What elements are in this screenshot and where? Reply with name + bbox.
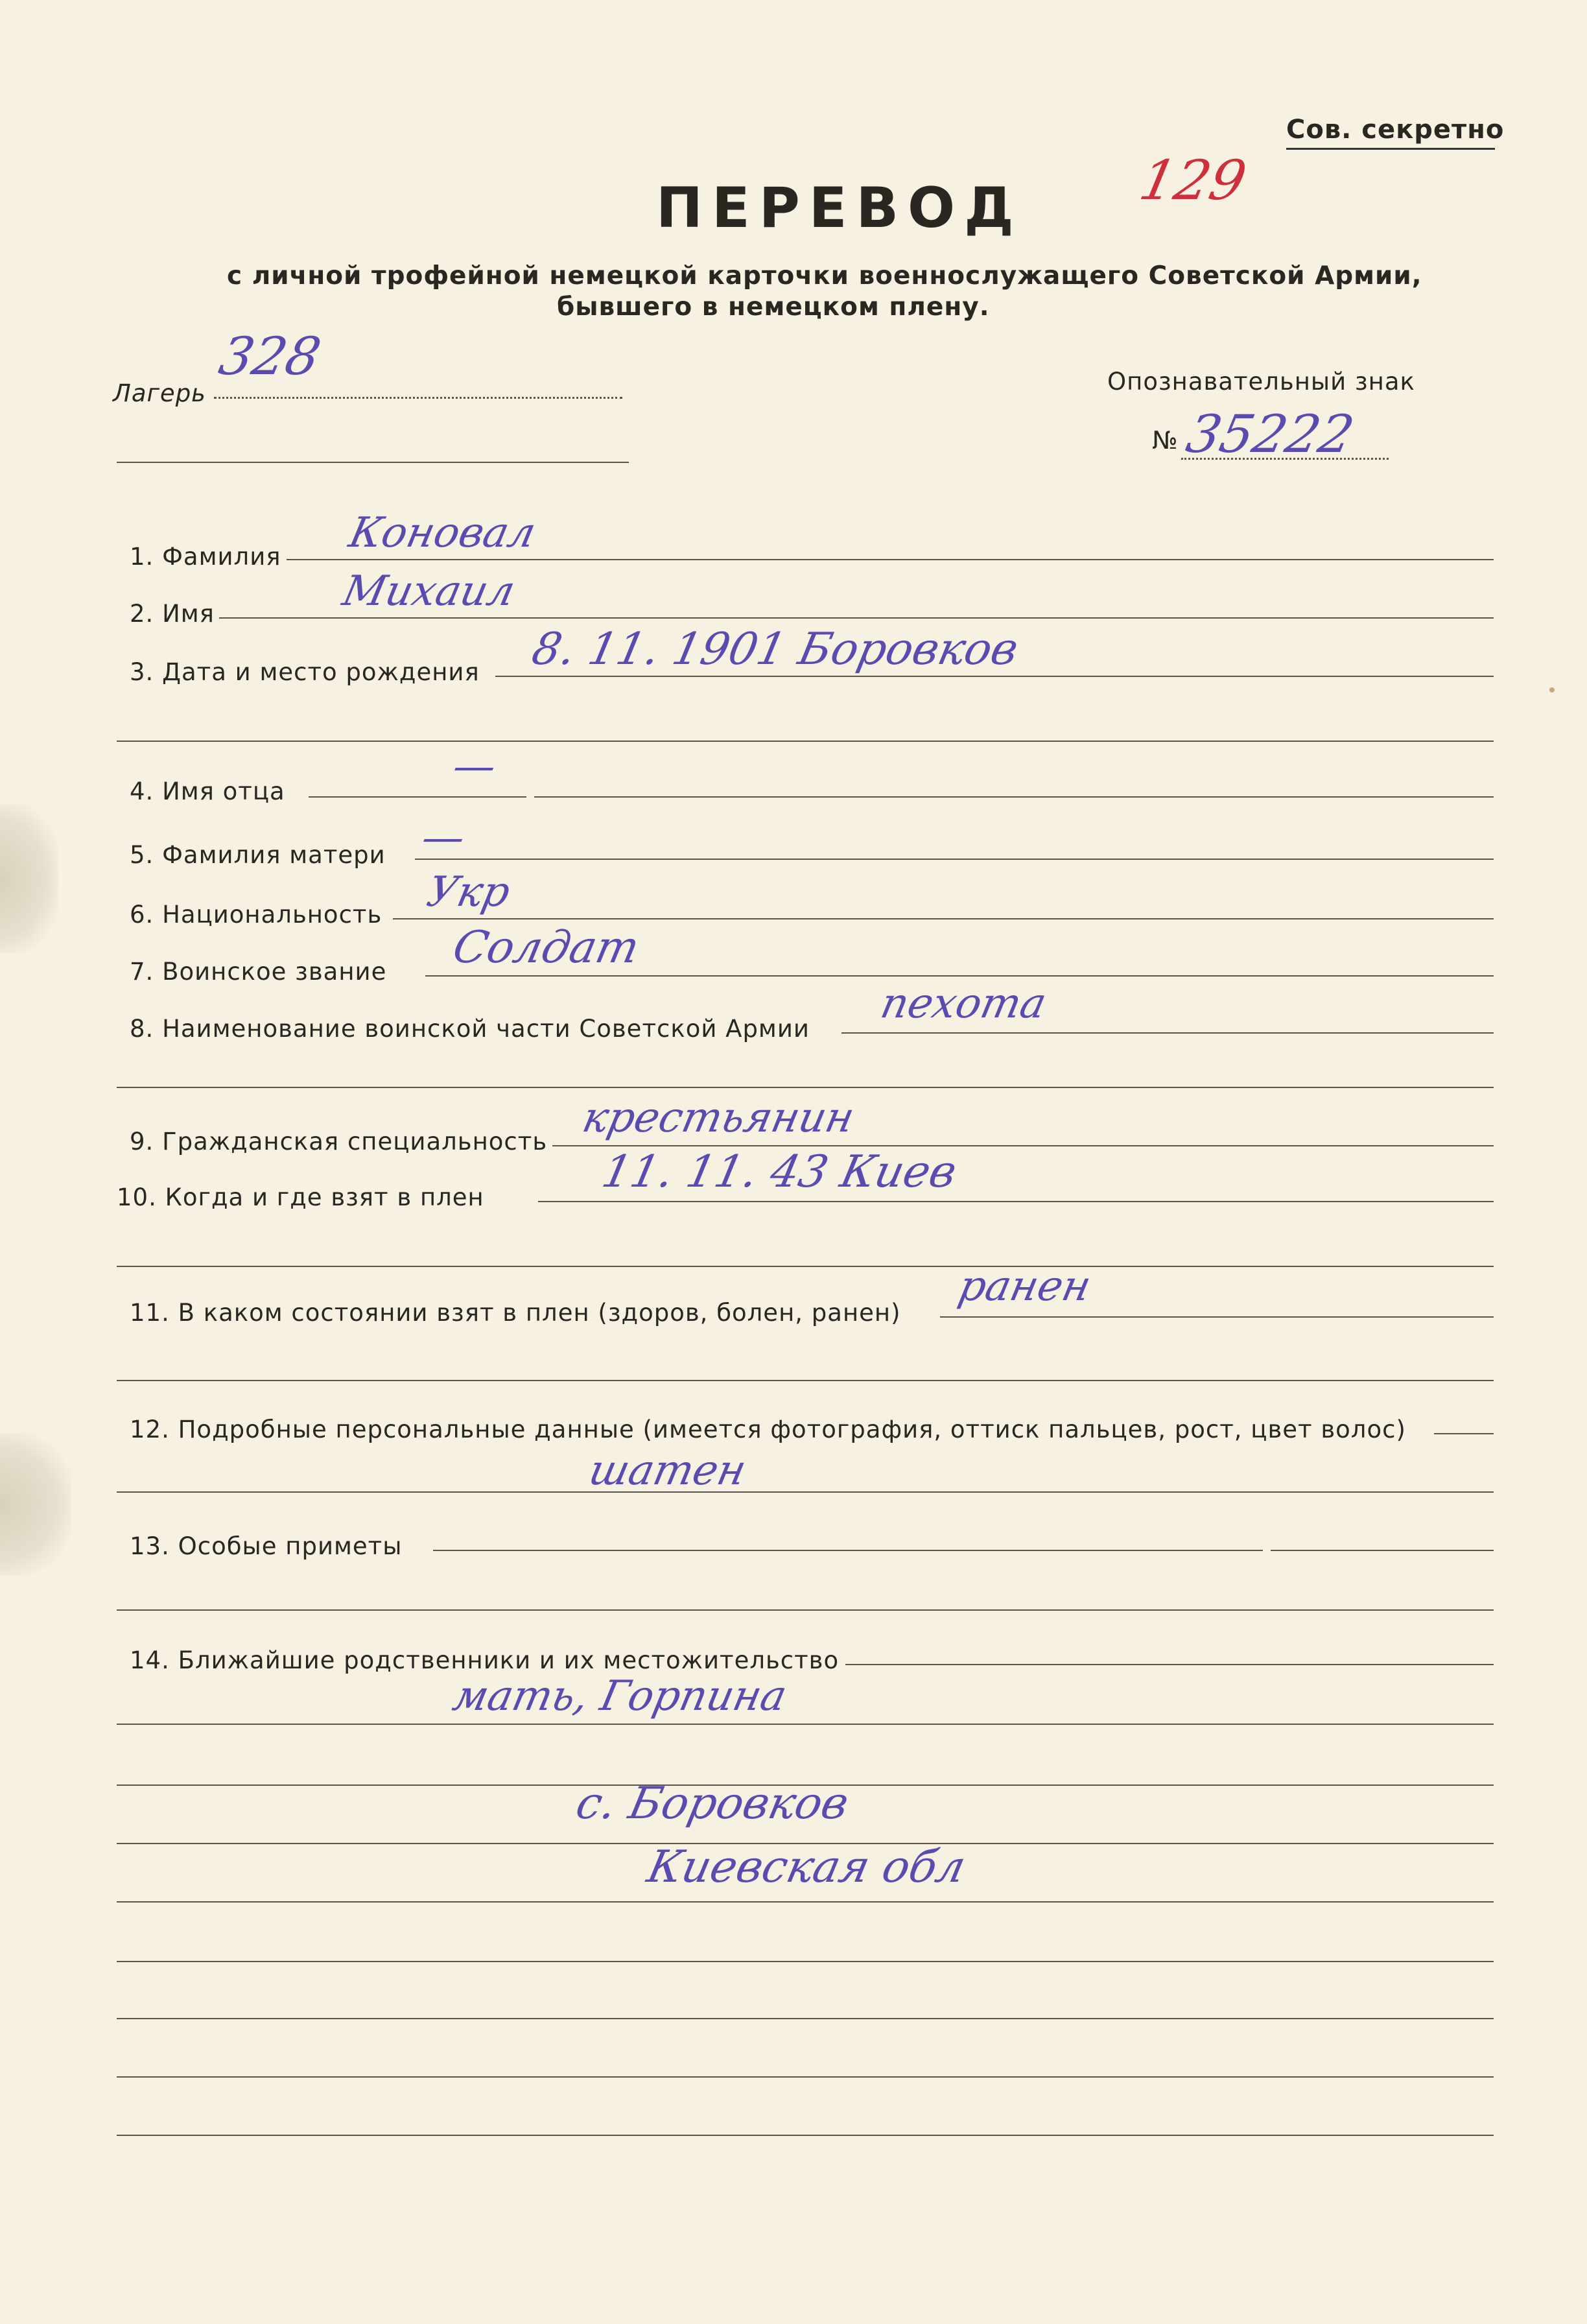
field-label-unit: 8. Наименование воинской части Советской Армии <box>130 1015 810 1043</box>
camp-label: Лагерь <box>113 379 206 407</box>
field-label-captured: 10. Когда и где взят в плен <box>117 1183 484 1211</box>
field-value-rank: Солдат <box>448 922 644 973</box>
field-value-father: — <box>449 742 500 790</box>
field-value-personal: шатен <box>585 1447 751 1495</box>
field-line-father-b <box>534 796 1494 798</box>
field-label-civil: 9. Гражданская специальность <box>130 1128 548 1156</box>
camp-value: 328 <box>214 326 326 386</box>
field-line-relatives <box>845 1664 1494 1665</box>
relatives-line-7 <box>117 2018 1494 2019</box>
field-label-condition: 11. В каком состоянии взят в плен (здоров, болен, ранен) <box>130 1299 901 1327</box>
field-line-surname <box>287 559 1494 560</box>
field-label-personal: 12. Подробные персональные данные (имеется фотография, оттиск пальцев, рост, цвет волос) <box>130 1416 1406 1443</box>
id-number-sign: № <box>1152 426 1179 455</box>
field-line-marks-b <box>1271 1550 1494 1551</box>
handwritten-archive-number: 129 <box>1134 148 1252 212</box>
field-line-unit <box>841 1032 1494 1034</box>
document-title: ПЕРЕВОД <box>656 176 1023 241</box>
relatives-line-2 <box>117 1724 1494 1725</box>
field-line-personal <box>1434 1433 1494 1434</box>
field-line-marks-extra <box>117 1609 1494 1611</box>
field-line-mother <box>415 859 1494 860</box>
field-value-nationality: Укр <box>423 868 515 916</box>
field-line-marks-a <box>433 1550 1263 1551</box>
field-label-rank: 7. Воинское звание <box>130 958 387 986</box>
torn-edge <box>0 1433 71 1576</box>
field-value-surname: Коновал <box>345 509 540 557</box>
field-value-civil: крестьянин <box>578 1094 859 1142</box>
field-label-nationality: 6. Национальность <box>130 901 382 929</box>
field-line-condition <box>940 1316 1494 1318</box>
document-subtitle-line1: с личной трофейной немецкой карточки военнослужащего Советской Армии, <box>227 261 1422 290</box>
field-value-relatives-line1: мать, Горпина <box>449 1672 791 1720</box>
field-value-relatives-line2: с. Боровков <box>571 1778 853 1829</box>
camp-dotted-line <box>214 397 622 399</box>
relatives-line-8 <box>117 2076 1494 2078</box>
id-mark-label: Опознавательный знак <box>1107 368 1415 396</box>
field-line-nationality <box>393 918 1494 919</box>
field-line-birth-extra <box>117 741 1494 742</box>
field-value-condition: ранен <box>954 1263 1096 1310</box>
field-value-name: Михаил <box>338 567 519 615</box>
field-line-condition-extra <box>117 1380 1494 1381</box>
field-line-captured <box>538 1201 1494 1202</box>
field-label-mother: 5. Фамилия матери <box>130 841 386 869</box>
field-label-surname: 1. Фамилия <box>130 543 281 571</box>
relatives-line-6 <box>117 1961 1494 1962</box>
paper-stain <box>1549 687 1555 693</box>
field-label-relatives: 14. Ближайшие родственники и их местожительство <box>130 1646 840 1674</box>
field-value-mother: — <box>417 814 469 862</box>
field-label-name: 2. Имя <box>130 600 215 628</box>
document-subtitle-line2: бывшего в немецком плену. <box>557 292 990 322</box>
relatives-line-9 <box>117 2135 1494 2136</box>
id-number-value: 35222 <box>1181 404 1359 464</box>
field-label-marks: 13. Особые приметы <box>130 1532 403 1560</box>
field-value-birth: 8. 11. 1901 Боровков <box>527 624 1023 675</box>
torn-edge <box>0 804 58 953</box>
classification-label: Сов. секретно <box>1286 115 1505 145</box>
field-value-relatives-line3: Киевская обл <box>642 1842 970 1893</box>
field-label-father: 4. Имя отца <box>130 777 285 805</box>
field-value-captured: 11. 11. 43 Киев <box>597 1146 961 1198</box>
field-line-unit-extra <box>117 1087 1494 1088</box>
field-line-captured-extra <box>117 1266 1494 1267</box>
field-value-unit: пехота <box>876 980 1051 1028</box>
field-line-father-a <box>309 796 526 798</box>
relatives-line-5 <box>117 1901 1494 1903</box>
field-line-birth <box>495 676 1494 677</box>
field-line-personal-extra <box>117 1491 1494 1493</box>
field-label-birth: 3. Дата и место рождения <box>130 658 480 686</box>
field-line-rank <box>425 975 1494 977</box>
field-line-name <box>219 617 1494 619</box>
camp-extra-line <box>117 462 629 463</box>
classification-underline <box>1286 148 1495 150</box>
